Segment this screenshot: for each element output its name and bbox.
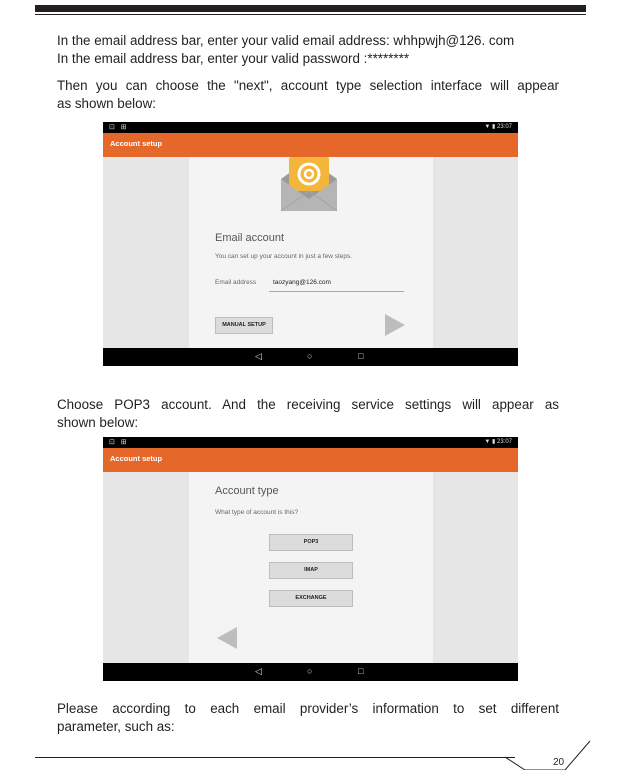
nav-bar	[103, 348, 518, 366]
text-line: Choose POP3 account. And the receiving service settings will appear as	[57, 397, 559, 412]
next-arrow-icon[interactable]	[385, 314, 405, 336]
email-field-underline	[269, 291, 404, 292]
text-line: In the email address bar, enter your valid email address: whhpwjh@126. com	[57, 33, 515, 48]
paragraph-email-instructions	[57, 32, 559, 68]
status-bar	[103, 437, 518, 448]
text-line: In the email address bar, enter your valid password :********	[57, 51, 410, 66]
pop3-button[interactable]: POP3	[269, 534, 353, 551]
top-rule-thin	[35, 14, 586, 15]
recents-icon[interactable]: □	[358, 666, 364, 676]
appbar-title: Account setup	[110, 139, 163, 148]
exchange-button[interactable]: EXCHANGE	[269, 590, 353, 607]
status-clock: ▼ ▮ 23:07	[484, 124, 512, 130]
text-line: Then you can choose the "next", account type selection interface will appear	[57, 78, 559, 93]
text-line: parameter, such as:	[57, 719, 175, 734]
text-line: as shown below:	[57, 96, 156, 111]
app-bar	[103, 133, 518, 157]
email-label: Email address	[215, 279, 257, 286]
back-arrow-icon[interactable]	[217, 627, 237, 649]
card-subtitle: What type of account is this?	[215, 509, 299, 516]
email-field[interactable]: taozyang@126.com	[273, 279, 331, 286]
paragraph-next	[57, 77, 559, 113]
notification-icons: ⊡ ⊞	[109, 439, 129, 446]
screenshot-account-type	[103, 437, 518, 681]
appbar-title: Account setup	[110, 454, 163, 463]
setup-card	[189, 157, 433, 348]
status-bar	[103, 122, 518, 133]
top-rule	[35, 5, 586, 12]
time-text: 23:07	[496, 439, 512, 445]
app-bar	[103, 448, 518, 472]
status-clock: ▼ ▮ 23:07	[484, 439, 512, 445]
email-app-icon	[277, 157, 341, 213]
card-heading: Account type	[215, 485, 279, 497]
page-number: 20	[553, 757, 565, 768]
notification-icons: ⊡ ⊞	[109, 124, 129, 131]
paragraph-pop3	[57, 396, 559, 432]
screenshot-email-account	[103, 122, 518, 366]
back-icon[interactable]: ◁	[255, 666, 262, 676]
home-icon[interactable]: ○	[307, 351, 313, 361]
paragraph-parameters	[57, 700, 559, 736]
imap-button[interactable]: IMAP	[269, 562, 353, 579]
time-text: 23:07	[496, 124, 512, 130]
text-line: shown below:	[57, 415, 139, 430]
back-icon[interactable]: ◁	[255, 351, 262, 361]
manual-setup-button[interactable]: MANUAL SETUP	[215, 317, 273, 334]
card-heading: Email account	[215, 232, 285, 244]
text-line: Please according to each email provider’s information to set different	[57, 701, 559, 716]
footer-rule	[35, 757, 515, 758]
card-subtitle: You can set up your account in just a few steps.	[215, 253, 353, 260]
nav-bar	[103, 663, 518, 681]
home-icon[interactable]: ○	[307, 666, 313, 676]
recents-icon[interactable]: □	[358, 351, 364, 361]
page-number-tab	[505, 740, 595, 770]
